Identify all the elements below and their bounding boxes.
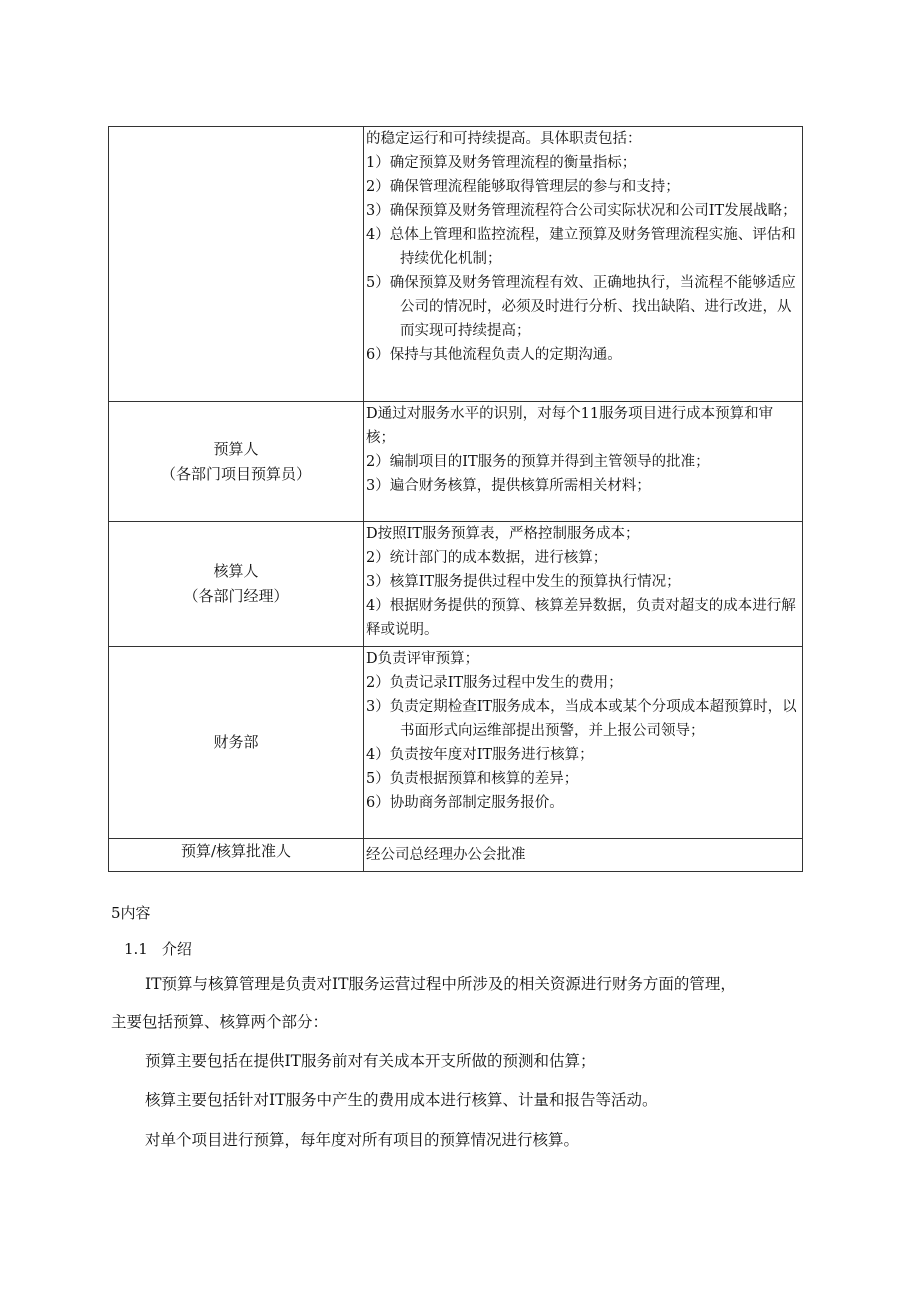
subsection-number: 1.1 — [124, 940, 148, 958]
duties-cell — [364, 127, 803, 402]
role-cell — [109, 522, 364, 647]
table-row — [109, 402, 803, 522]
duties-cell — [364, 839, 803, 872]
body-paragraph: IT预算与核算管理是负责对IT服务运营过程中所涉及的相关资源进行财务方面的管理， — [145, 975, 736, 993]
role-name: 核算人 — [213, 562, 259, 580]
duty-item: D按照IT服务预算表，严格控制服务成本； — [366, 526, 640, 542]
body-paragraph: 核算主要包括针对IT服务中产生的费用成本进行核算、计量和报告等活动。 — [145, 1091, 658, 1109]
role-cell — [109, 402, 364, 522]
duty-item: 2）确保管理流程能够取得管理层的参与和支持； — [366, 179, 680, 195]
responsibility-table — [108, 126, 803, 872]
duty-item: 3）遍合财务核算，提供核算所需相关材料； — [366, 478, 651, 494]
duty-item: 经公司总经理办公会批准 — [366, 847, 526, 863]
subsection-heading — [124, 938, 192, 960]
duty-item: 4）根据财务提供的预算、核算差异数据，负责对超支的成本进行解释或说明。 — [366, 598, 796, 638]
duty-item: 的稳定运行和可持续提高。具体职责包括： — [366, 131, 642, 147]
duties-cell — [364, 647, 803, 839]
duty-item: 2）负责记录IT服务过程中发生的费用； — [366, 675, 623, 691]
table-row — [109, 647, 803, 839]
table-row — [109, 127, 803, 402]
duty-item: 3）核算IT服务提供过程中发生的预算执行情况； — [366, 574, 681, 590]
duties-cell — [364, 522, 803, 647]
body-paragraph: 主要包括预算、核算两个部分： — [111, 1013, 329, 1031]
role-cell — [109, 839, 364, 872]
duty-item: 1）确定预算及财务管理流程的衡量指标； — [366, 155, 637, 171]
duty-item: 6）保持与其他流程负责人的定期沟通。 — [366, 347, 622, 363]
duty-item: 3）确保预算及财务管理流程符合公司实际状况和公司IT发展战略； — [366, 203, 797, 219]
body-paragraph: 对单个项目进行预算，每年度对所有项目的预算情况进行核算。 — [145, 1131, 580, 1149]
duties-cell — [364, 402, 803, 522]
duty-item: 2）统计部门的成本数据，进行核算； — [366, 550, 608, 566]
table-row — [109, 522, 803, 647]
role-name: 预算/核算批准人 — [180, 842, 292, 860]
subsection-title: 介绍 — [161, 940, 192, 958]
duty-item: 3）负责定期检查IT服务成本，当成本或某个分项成本超预算时，以书面形式向运维部提出预警，并上报公司领导； — [366, 699, 797, 739]
role-subtitle: （各部门项目预算员） — [160, 464, 311, 483]
table-row — [109, 839, 803, 872]
role-cell — [109, 127, 364, 402]
role-subtitle: （各部门经理） — [183, 587, 289, 605]
role-cell — [109, 647, 364, 839]
role-name: 财务部 — [213, 733, 259, 751]
duty-item: 4）负责按年度对IT服务进行核算； — [366, 747, 594, 763]
duty-item: 4）总体上管理和监控流程，建立预算及财务管理流程实施、评估和持续优化机制； — [366, 227, 796, 267]
duty-item: 5）确保预算及财务管理流程有效、正确地执行，当流程不能够适应公司的情况时，必须及时进行分析、找出缺陷、进行改进，从而实现可持续提高； — [366, 275, 796, 339]
duty-item: 6）协助商务部制定服务报价。 — [366, 795, 564, 811]
role-name: 预算人 — [213, 439, 259, 458]
section-heading: 5内容 — [111, 904, 151, 922]
duty-item: 5）负责根据预算和核算的差异； — [366, 771, 579, 787]
duty-item: D通过对服务水平的识别，对每个11服务项目进行成本预算和审核； — [366, 406, 774, 446]
duty-item: 2）编制项目的IT服务的预算并得到主管领导的批准； — [366, 454, 710, 470]
body-paragraph: 预算主要包括在提供IT服务前对有关成本开支所做的预测和估算； — [145, 1052, 596, 1070]
duty-item: D负责评审预算； — [366, 651, 480, 667]
